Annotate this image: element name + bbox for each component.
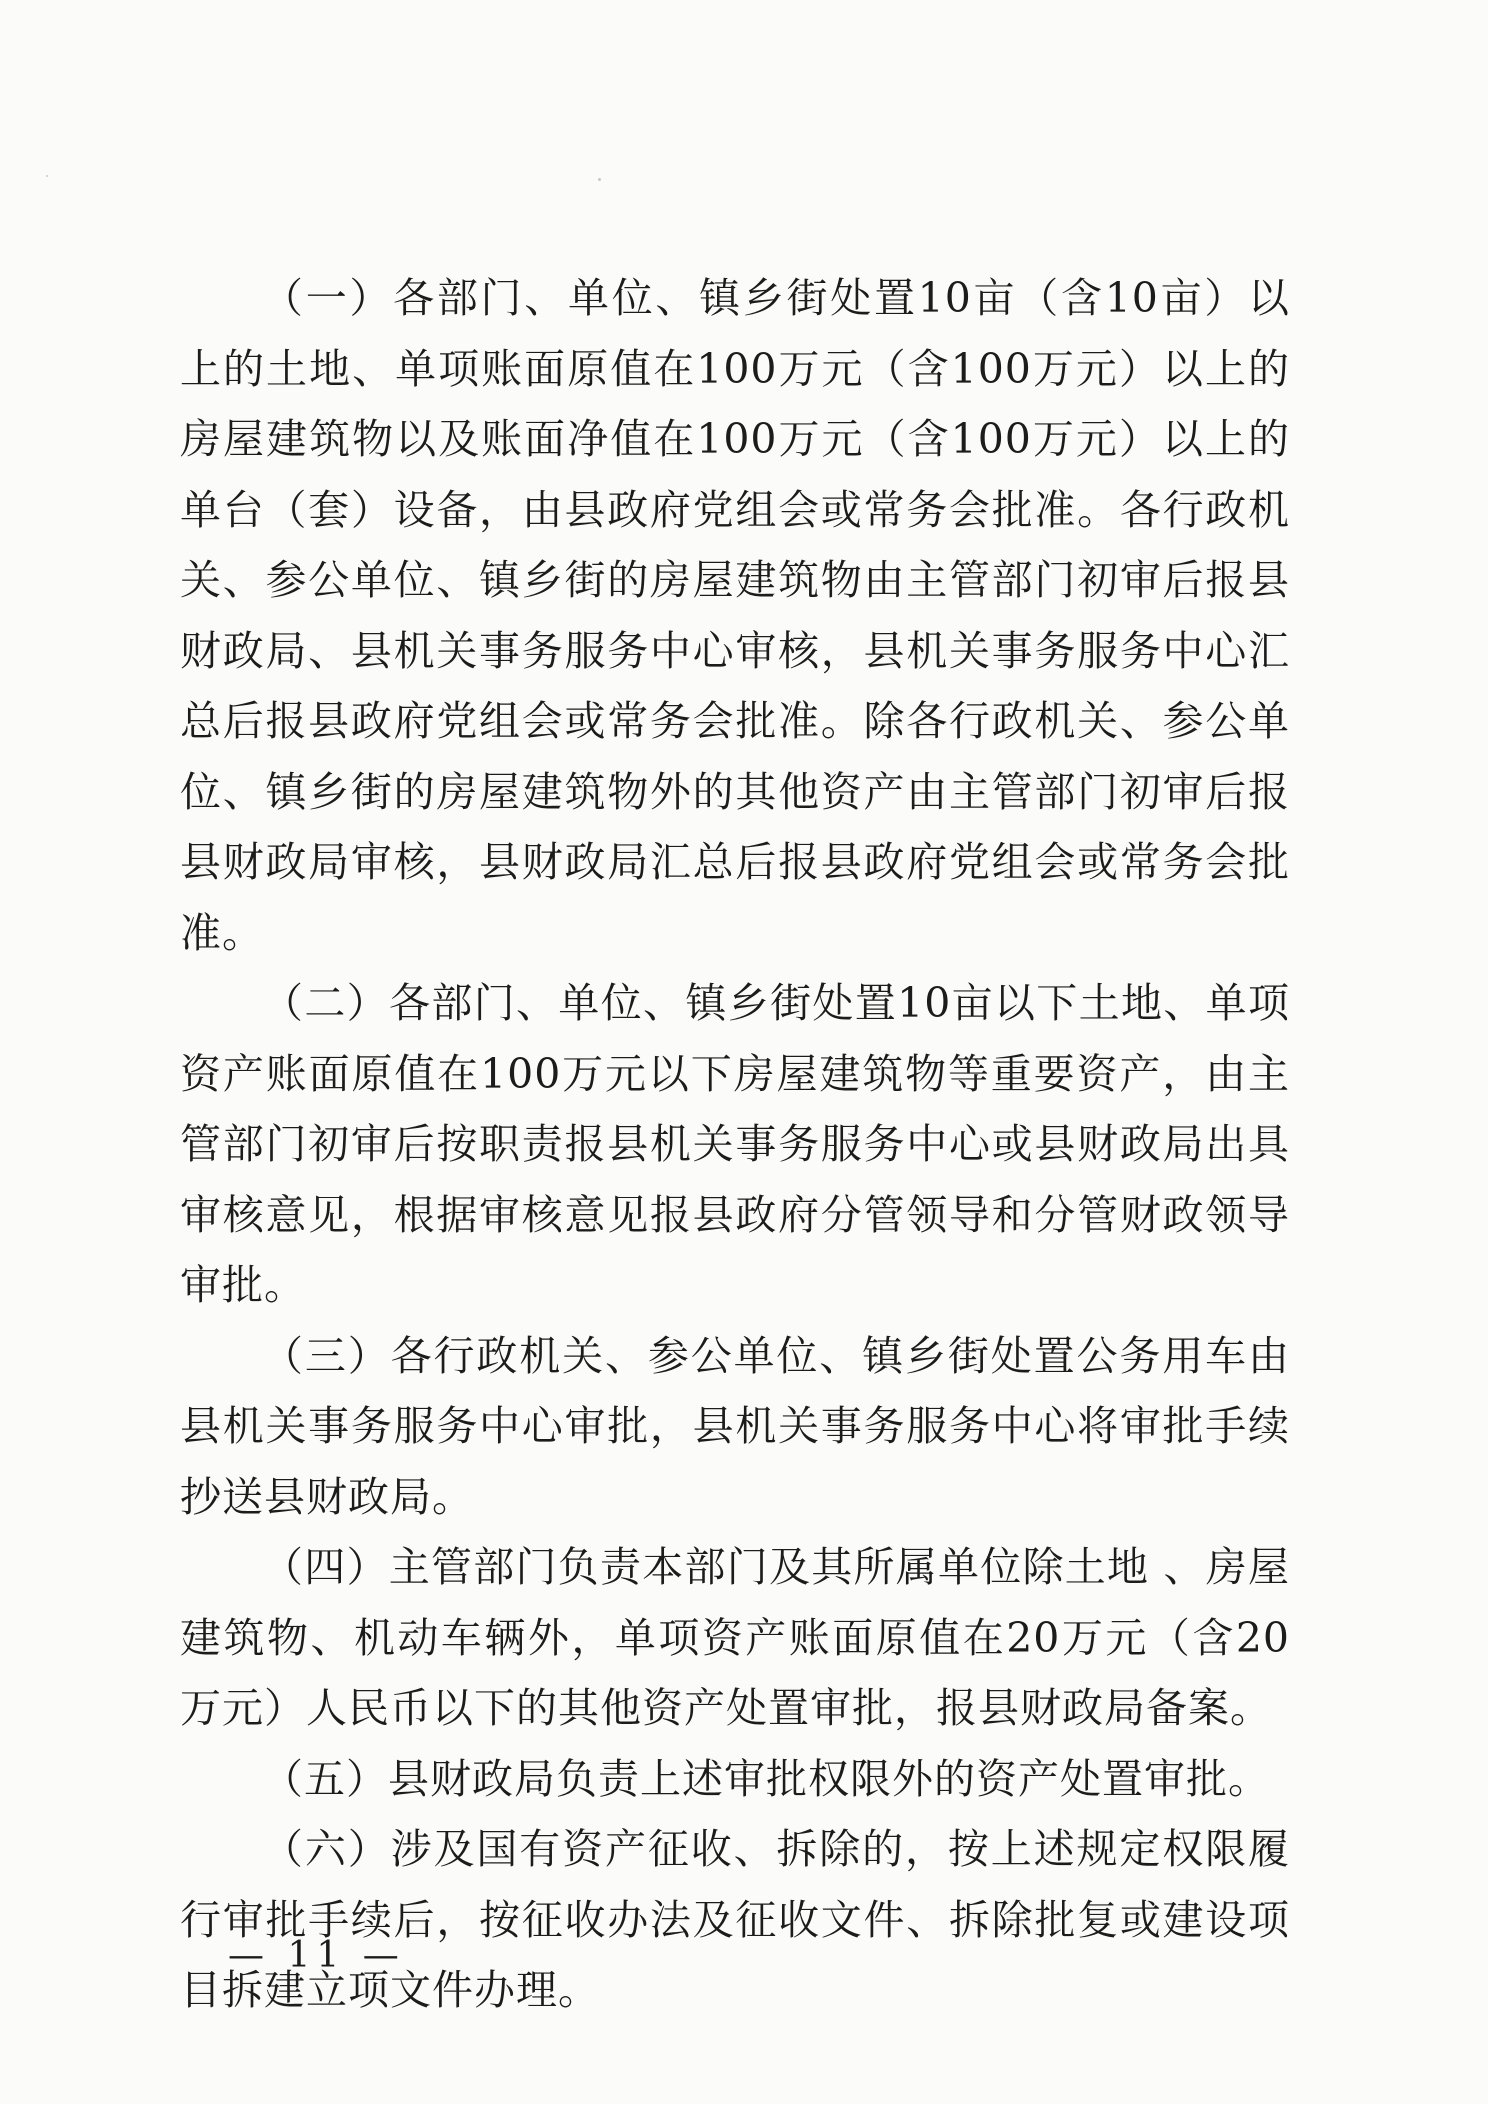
- page-number: — 11 —: [228, 1935, 405, 1976]
- scan-speck: [46, 175, 48, 177]
- paragraph-5: （五）县财政局负责上述审批权限外的资产处置审批。: [262, 1754, 1270, 1803]
- paragraph-4: （四）主管部门负责本部门及其所属单位除土地 、房屋建筑物、机动车辆外，单项资产账面原值在20万元（含20万元）人民币以下的其他资产处置审批，报县财政局备案。: [180, 1543, 1290, 1732]
- paragraph-6: （六）涉及国有资产征收、拆除的，按上述规定权限履行审批手续后，按征收办法及征收文件、拆除批复或建设项目拆建立项文件办理。: [180, 1825, 1290, 2014]
- paragraph-3: （三）各行政机关、参公单位、镇乡街处置公务用车由县机关事务服务中心审批，县机关事务服务中心将审批手续抄送县财政局。: [180, 1331, 1290, 1521]
- scan-speck: [598, 178, 601, 181]
- paragraph-2: （二）各部门、单位、镇乡街处置10亩以下土地、单项资产账面原值在100万元以下房屋建筑物等重要资产，由主管部门初审后按职责报县机关事务服务中心或县财政局出具审核意见，根据审核意见报县政府分管领导和分管财政领导审批。: [180, 979, 1290, 1309]
- body-text: [180, 263, 1290, 2026]
- paragraph-1: （一）各部门、单位、镇乡街处置10亩（含10亩）以上的土地、单项账面原值在100万元（含100万元）以上的房屋建筑物以及账面净值在100万元（含100万元）以上的单台（套）设备，由县政府党组会或常务会批准。各行政机关、参公单位、镇乡街的房屋建筑物由主管部门初审后报县财政局、县机关事务服务中心审核，县机关事务服务中心汇总后报县政府党组会或常务会批准。除各行政机关、参公单位、镇乡街的房屋建筑物外的其他资产由主管部门初审后报县财政局审核，县财政局汇总后报县政府党组会或常务会批准。: [180, 274, 1290, 957]
